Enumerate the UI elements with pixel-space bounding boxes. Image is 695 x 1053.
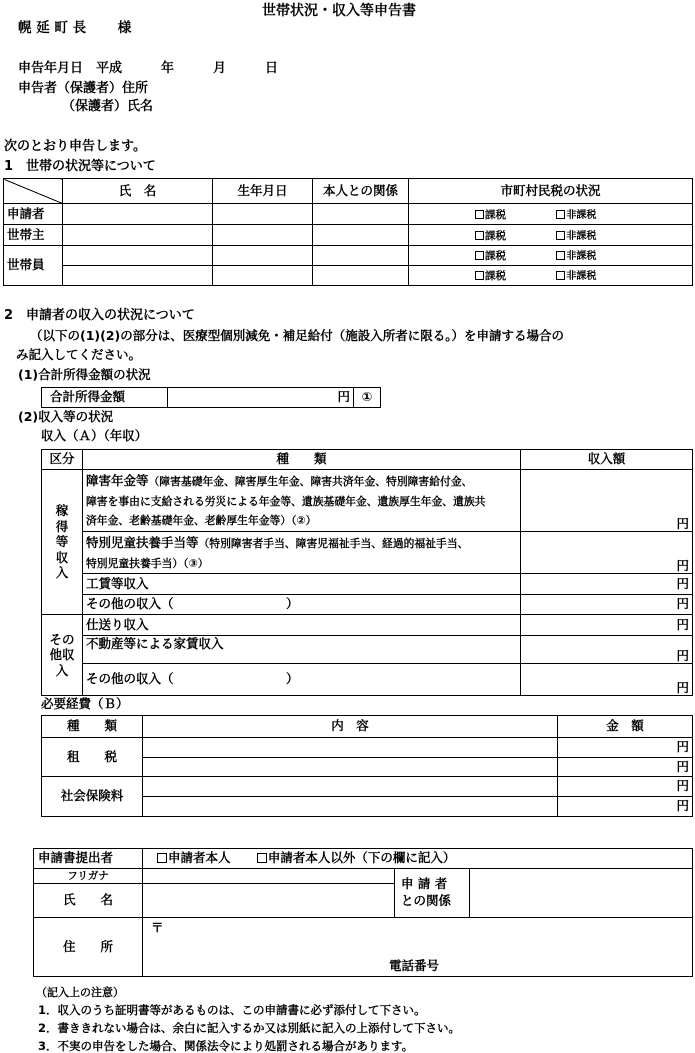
yen-unit: 円: [337, 389, 350, 405]
name-input[interactable]: [143, 884, 395, 918]
member2-relation-cell[interactable]: [313, 266, 409, 286]
income-row-remittance: 仕送り収入: [83, 615, 521, 636]
nontaxed-checkbox[interactable]: 非課税: [556, 206, 596, 221]
income-row-other-earned: その他の収入（ ）: [83, 595, 521, 615]
member1-tax-cell: [409, 246, 693, 266]
applicant-name-label: （保護者）氏名: [62, 99, 154, 114]
notes-heading: （記入上の注意）: [36, 986, 124, 999]
sub1-heading: (1)合計所得金額の状況: [18, 367, 151, 382]
marker-1: ①: [354, 388, 381, 408]
total-income-amount[interactable]: [168, 388, 354, 408]
income-amount-wages[interactable]: 円: [521, 574, 693, 595]
row-label-applicant: 申請者: [4, 204, 63, 225]
section2-note-line2: み記入してください。: [16, 347, 142, 362]
householder-name-cell[interactable]: [63, 225, 213, 246]
member2-birth-cell[interactable]: [213, 266, 313, 286]
income-amount-remittance[interactable]: 円: [521, 615, 693, 636]
name-label: 氏 名: [34, 884, 143, 918]
section2-heading: 2 申請者の収入の状況について: [4, 308, 195, 323]
relation-label: 申 請 者 との関係: [395, 869, 470, 918]
member1-birth-cell[interactable]: [213, 246, 313, 266]
expense-col-content: 内 容: [143, 716, 558, 738]
applicant-birth-cell[interactable]: [213, 204, 313, 225]
postal-mark: 〒: [151, 920, 164, 935]
date-line: 申告年月日 平成 年 月 日: [18, 61, 279, 76]
relation-input[interactable]: [470, 869, 693, 918]
row-label-householder: 世帯主: [4, 225, 63, 246]
expense-ins-amount-1[interactable]: 円: [558, 777, 693, 797]
member1-name-cell[interactable]: [63, 246, 213, 266]
expense-col-type: 種 類: [42, 716, 143, 738]
member2-name-cell[interactable]: [63, 266, 213, 286]
expense-ins-content-2[interactable]: [143, 797, 558, 817]
col-category-header: 区分: [42, 450, 83, 470]
income-table: [41, 449, 693, 696]
expense-tax-content-1[interactable]: [143, 738, 558, 758]
income-heading: 収入（Ａ）（年収）: [41, 428, 148, 443]
note-item-1: 1．収入のうち証明書等があるものは、この申請書に必ず添付して下さい。: [38, 1003, 426, 1017]
taxed-checkbox[interactable]: 課税: [475, 227, 506, 242]
total-income-label: 合計所得金額: [42, 388, 168, 408]
member1-relation-cell[interactable]: [313, 246, 409, 266]
household-table: [3, 178, 693, 286]
income-amount-other[interactable]: 円: [521, 664, 693, 696]
income-row-other: その他の収入（ ）: [83, 664, 521, 696]
expense-table: [41, 715, 693, 817]
address-label: 住 所: [34, 918, 143, 977]
submitter-other-checkbox[interactable]: 申請者本人以外（下の欄に記入）: [257, 850, 456, 865]
group-other-income: その他収入: [42, 615, 83, 696]
income-row-wages: 工賃等収入: [83, 574, 521, 595]
applicant-tax-cell: [409, 204, 693, 225]
expense-row-insurance: 社会保険料: [42, 777, 143, 817]
expense-tax-content-2[interactable]: [143, 758, 558, 777]
address-input[interactable]: [143, 918, 693, 977]
submitter-table: [33, 848, 693, 977]
taxed-checkbox[interactable]: 課税: [475, 267, 506, 282]
col-birthdate-header: 生年月日: [213, 179, 313, 204]
householder-tax-cell: [409, 225, 693, 246]
note-item-3: 3．不実の申告をした場合、関係法令により処罰される場合があります。: [38, 1039, 414, 1053]
income-amount-pension[interactable]: 円: [521, 470, 693, 532]
taxed-checkbox[interactable]: 課税: [475, 247, 506, 262]
intro-text: 次のとおり申告します。: [4, 139, 146, 154]
col-income-header: 収入額: [521, 450, 693, 470]
expense-heading: 必要経費（Ｂ）: [41, 696, 129, 711]
phone-label: 電話番号: [389, 958, 440, 973]
col-name-header: 氏 名: [63, 179, 213, 204]
member2-tax-cell: [409, 266, 693, 286]
householder-relation-cell[interactable]: [313, 225, 409, 246]
householder-birth-cell[interactable]: [213, 225, 313, 246]
table-corner: [4, 179, 63, 204]
expense-row-tax: 租 税: [42, 738, 143, 777]
income-row-pension: 障害年金等（障害基礎年金、障害厚生年金、障害共済年金、特別障害給付金、 障害を事由に支給される労災による年金等、遺族基礎年金、遺族厚生年金、遺族共 済年金、老齢基礎年金、老齢厚生年金等）（②）: [83, 470, 521, 532]
expense-ins-amount-2[interactable]: 円: [558, 797, 693, 817]
group-earned-income: 稼得等収入: [42, 470, 83, 615]
col-type-header: 種 類: [83, 450, 521, 470]
section1-heading: 1 世帯の状況等について: [4, 159, 156, 174]
expense-col-amount: 金 額: [558, 716, 693, 738]
col-relation-header: 本人との関係: [313, 179, 409, 204]
furigana-label: フリガナ: [34, 869, 143, 884]
nontaxed-checkbox[interactable]: 非課税: [556, 227, 596, 242]
nontaxed-checkbox[interactable]: 非課税: [556, 247, 596, 262]
applicant-name-cell[interactable]: [63, 204, 213, 225]
total-income-table: [41, 387, 381, 408]
submitter-options: [143, 849, 693, 869]
nontaxed-checkbox[interactable]: 非課税: [556, 267, 596, 282]
taxed-checkbox[interactable]: 課税: [475, 206, 506, 221]
expense-ins-content-1[interactable]: [143, 777, 558, 797]
form-title: 世帯状況・収入等申告書: [262, 3, 416, 19]
section2-note-line1: （以下の(1)(2)の部分は、医療型個別減免・補足給付（施設入所者に限る。）を申請する場合の: [30, 328, 564, 343]
income-amount-allowance[interactable]: 円: [521, 532, 693, 574]
col-tax-header: 市町村民税の状況: [409, 179, 693, 204]
income-row-rent: 不動産等による家賃収入: [83, 636, 521, 664]
addressee: 幌 延 町 長 様: [18, 20, 132, 36]
note-item-2: 2．書ききれない場合は、余白に記入するか又は別紙に記入の上添付して下さい。: [38, 1021, 460, 1035]
income-amount-rent[interactable]: 円: [521, 636, 693, 664]
applicant-address-label: 申告者（保護者）住所: [18, 81, 149, 96]
sub2-heading: (2)収入等の状況: [18, 409, 114, 424]
submitter-label: 申請書提出者: [34, 849, 143, 869]
row-label-members: 世帯員: [4, 246, 63, 286]
furigana-input[interactable]: [143, 869, 395, 884]
expense-tax-amount-2[interactable]: 円: [558, 758, 693, 777]
income-amount-other-earned[interactable]: 円: [521, 595, 693, 615]
submitter-self-checkbox[interactable]: 申請者本人: [157, 850, 231, 865]
applicant-relation-cell[interactable]: [313, 204, 409, 225]
expense-tax-amount-1[interactable]: 円: [558, 738, 693, 758]
income-row-allowance: 特別児童扶養手当等（特別障害者手当、障害児福祉手当、経過的福祉手当、 特別児童扶養手当）（③）: [83, 532, 521, 574]
